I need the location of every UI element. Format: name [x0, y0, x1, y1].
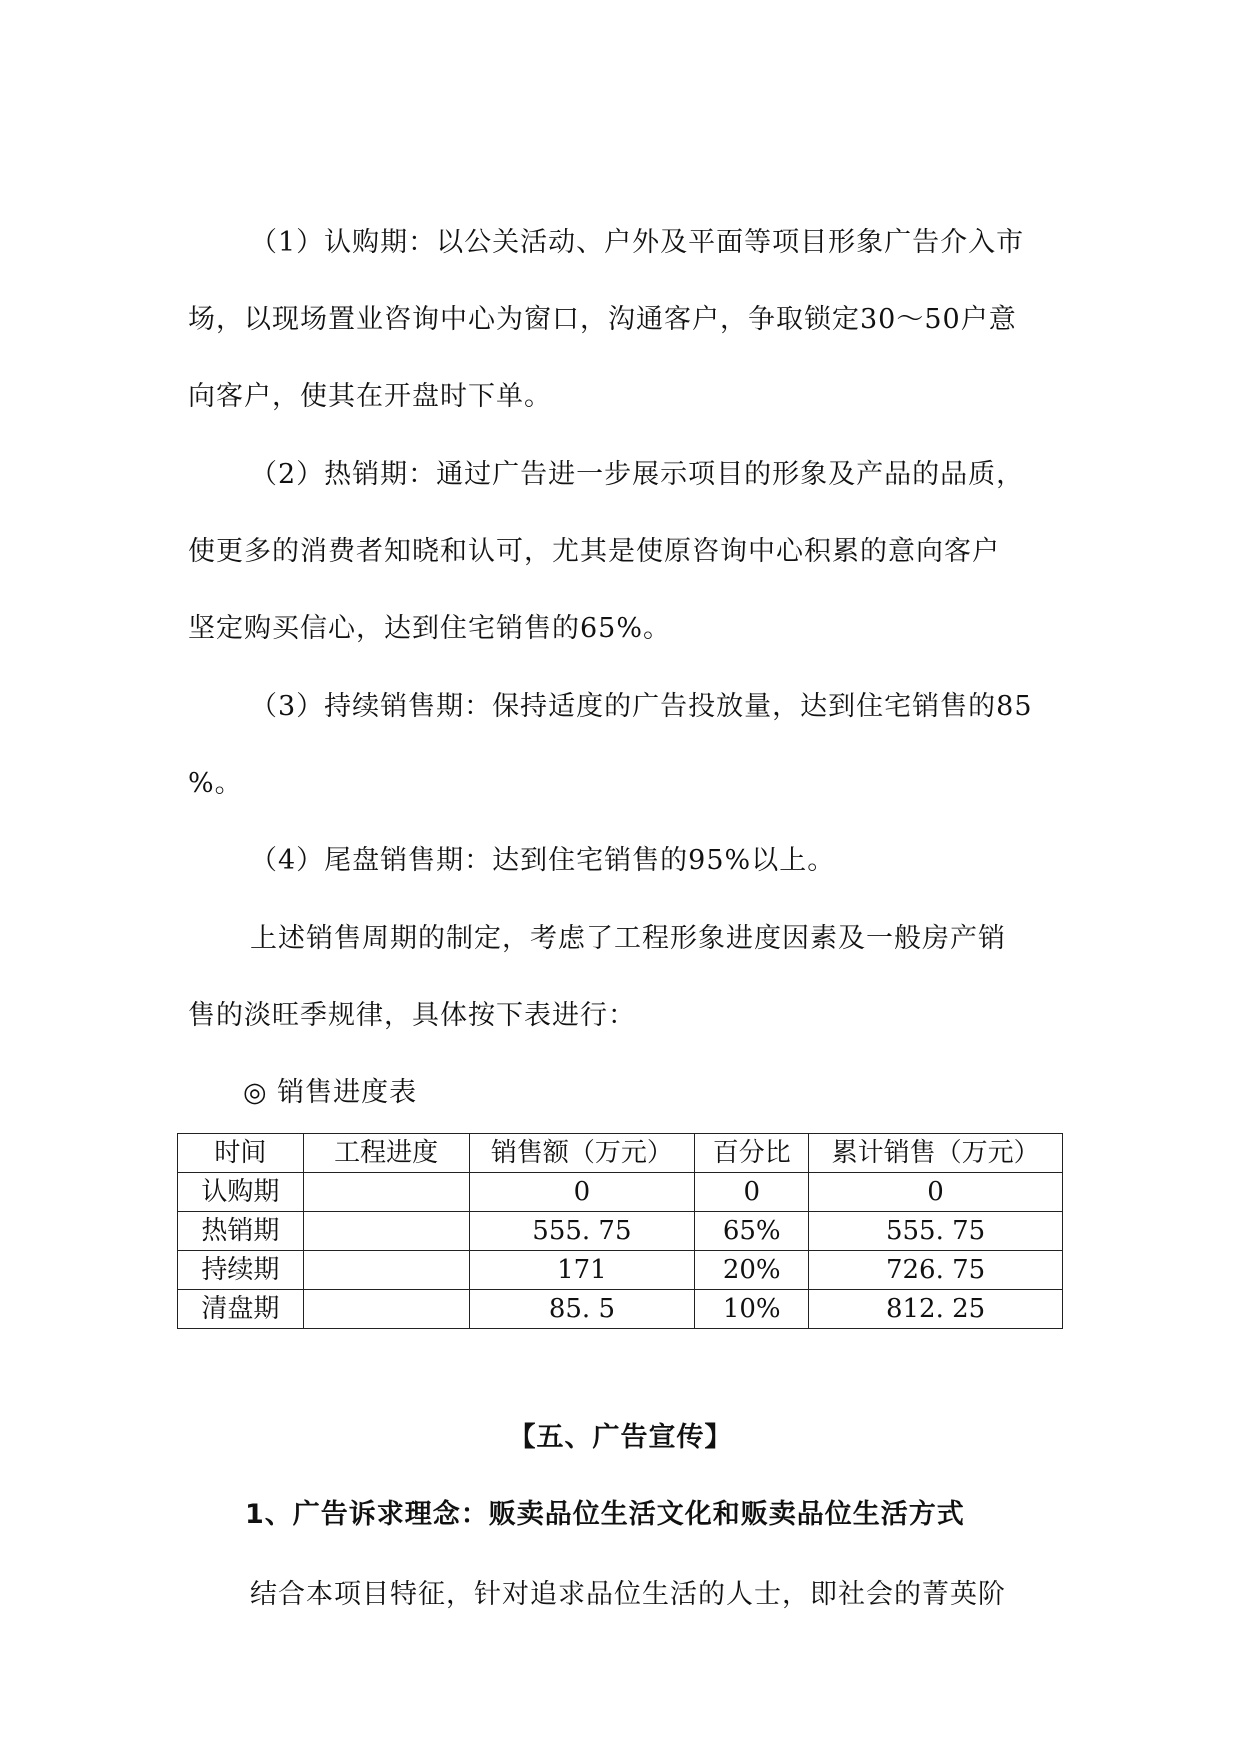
paragraph-line: （3）持续销售期：保持适度的广告投放量，达到住宅销售的85	[250, 691, 1033, 722]
sales-progress-table	[177, 1133, 1063, 1329]
header-cumulative-sales: 累计销售（万元）	[809, 1134, 1063, 1173]
cell-progress	[303, 1173, 469, 1212]
cell-progress	[303, 1251, 469, 1290]
header-time: 时间	[178, 1134, 304, 1173]
cell-sales: 555. 75	[469, 1212, 695, 1251]
cell-percent: 10%	[695, 1290, 809, 1329]
cell-cumulative: 0	[809, 1173, 1063, 1212]
cell-percent: 20%	[695, 1251, 809, 1290]
cell-cumulative: 812. 25	[809, 1290, 1063, 1329]
cell-cumulative: 726. 75	[809, 1251, 1063, 1290]
cell-sales: 171	[469, 1251, 695, 1290]
cell-period: 清盘期	[178, 1290, 304, 1329]
cell-progress	[303, 1290, 469, 1329]
cell-percent: 0	[695, 1173, 809, 1212]
table-row	[178, 1290, 1063, 1329]
paragraph-line: 坚定购买信心，达到住宅销售的65%。	[188, 613, 672, 644]
table-row	[178, 1212, 1063, 1251]
subheading: 1、广告诉求理念：贩卖品位生活文化和贩卖品位生活方式	[245, 1499, 965, 1530]
cell-sales: 85. 5	[469, 1290, 695, 1329]
section-heading: 【五、广告宣传】	[508, 1422, 733, 1453]
cell-sales: 0	[469, 1173, 695, 1212]
cell-period: 持续期	[178, 1251, 304, 1290]
paragraph-line: （2）热销期：通过广告进一步展示项目的形象及产品的品质，	[250, 459, 1025, 490]
paragraph-line: （1）认购期：以公关活动、户外及平面等项目形象广告介入市	[250, 227, 1025, 258]
table-row	[178, 1251, 1063, 1290]
cell-cumulative: 555. 75	[809, 1212, 1063, 1251]
paragraph-line: （4）尾盘销售期：达到住宅销售的95%以上。	[250, 845, 836, 876]
table-title: ◎ 销售进度表	[243, 1077, 418, 1108]
paragraph-line: 场，以现场置业咨询中心为窗口，沟通客户，争取锁定30～50户意	[188, 304, 1017, 335]
cell-period: 热销期	[178, 1212, 304, 1251]
paragraph-line: 结合本项目特征，针对追求品位生活的人士，即社会的菁英阶	[250, 1579, 1006, 1610]
paragraph-line: 向客户，使其在开盘时下单。	[188, 381, 552, 412]
table-header-row	[178, 1134, 1063, 1173]
cell-percent: 65%	[695, 1212, 809, 1251]
header-sales-amount: 销售额（万元）	[469, 1134, 695, 1173]
paragraph-line: %。	[188, 768, 243, 799]
table-row	[178, 1173, 1063, 1212]
header-construction-progress: 工程进度	[303, 1134, 469, 1173]
paragraph-line: 售的淡旺季规律，具体按下表进行：	[188, 1000, 636, 1031]
paragraph-line: 使更多的消费者知晓和认可，尤其是使原咨询中心积累的意向客户	[188, 536, 1000, 567]
header-percentage: 百分比	[695, 1134, 809, 1173]
cell-period: 认购期	[178, 1173, 304, 1212]
cell-progress	[303, 1212, 469, 1251]
paragraph-line: 上述销售周期的制定，考虑了工程形象进度因素及一般房产销	[250, 923, 1006, 954]
